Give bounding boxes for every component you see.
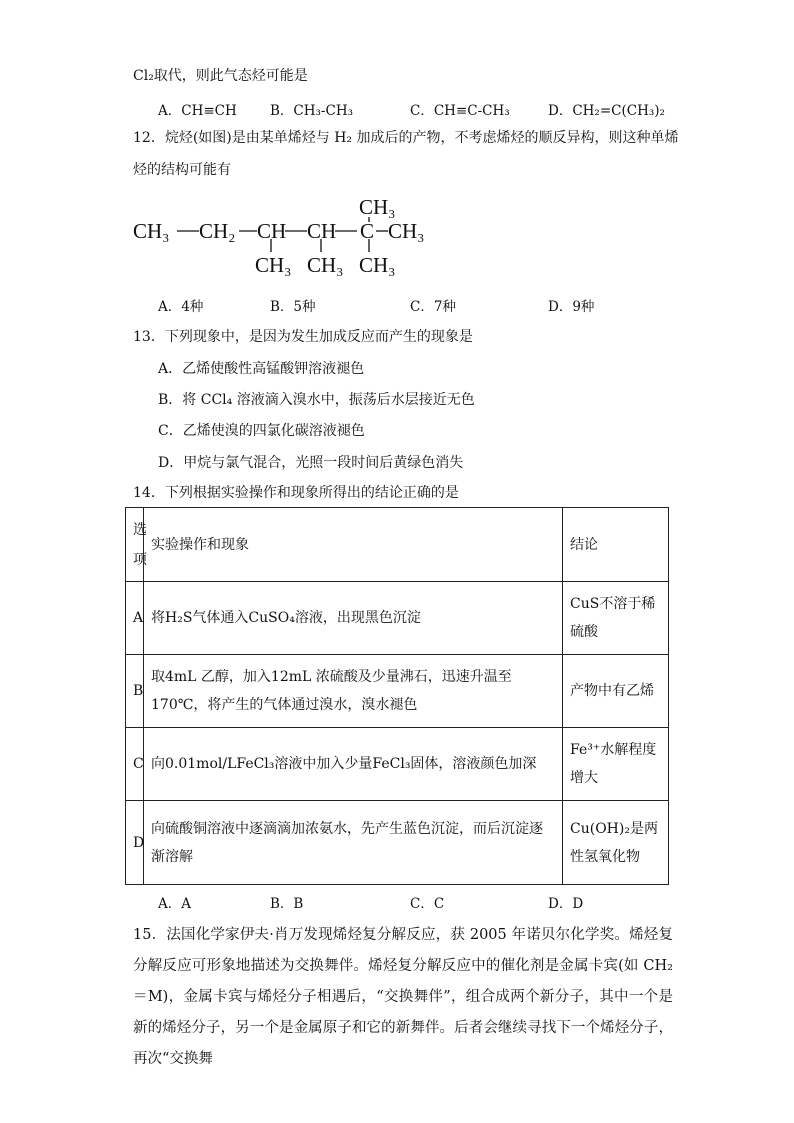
row-option: D <box>126 801 144 885</box>
table-row <box>126 728 669 801</box>
table-header-row <box>126 508 669 582</box>
q11-option-c: C．CH≡C-CH₃ <box>410 103 510 119</box>
q11-option-a: A．CH≡CH <box>158 103 237 119</box>
branch-ch3-ch1: CH₃ <box>255 253 292 277</box>
q12-option-c: C．7种 <box>410 299 456 315</box>
q11-option-d: D．CH₂=C(CH₃)₂ <box>548 103 665 119</box>
branch-ch3-top: CH₃ <box>359 195 396 219</box>
branch-ch3-ch2: CH₃ <box>307 253 344 277</box>
row-operation: 将H₂S气体通入CuSO₄溶液，出现黑色沉淀 <box>144 582 563 655</box>
q12-option-a: A．4种 <box>158 299 204 315</box>
branch-ch3-quaternary: CH₃ <box>359 253 396 277</box>
table-row <box>126 801 669 885</box>
q11-stem-tail: Cl₂取代，则此气态烃可能是 <box>133 68 308 84</box>
q14-table <box>125 507 669 885</box>
q14-option-a: A．A <box>158 896 191 912</box>
chain-ch3-right: CH₃ <box>388 219 425 243</box>
q12-option-d: D．9种 <box>548 299 595 315</box>
header-option: 选项 <box>126 508 144 582</box>
chain-c-quaternary: C <box>360 219 375 243</box>
q14-option-d: D．D <box>548 896 584 912</box>
chain-ch-2: CH <box>307 219 337 243</box>
q12-stem-line1: 12．烷烃(如图)是由某单烯烃与 H₂ 加成后的产物，不考虑烯烃的顺反异构，则这种单烯 <box>133 130 679 146</box>
chain-ch2: CH₂ <box>199 219 236 243</box>
table-row <box>126 582 669 655</box>
q13-option-a: A．乙烯使酸性高锰酸钾溶液褪色 <box>158 361 365 377</box>
chain-ch-1: CH <box>257 219 287 243</box>
q13-option-d: D．甲烷与氯气混合，光照一段时间后黄绿色消失 <box>158 455 464 471</box>
q14-option-b: B．B <box>270 896 304 912</box>
row-option: C <box>126 728 144 801</box>
row-operation: 取4mL 乙醇，加入12mL 浓硫酸及少量沸石，迅速升温至170℃，将产生的气体通过溴水，溴水褪色 <box>144 655 563 728</box>
q14-option-c: C．C <box>410 896 445 912</box>
chain-ch3-left: CH₃ <box>133 219 170 243</box>
q12-option-b: B．5种 <box>270 299 316 315</box>
header-conclusion: 结论 <box>563 508 669 582</box>
q11-option-b: B．CH₃-CH₃ <box>270 103 354 119</box>
row-conclusion: Fe³⁺水解程度增大 <box>563 728 669 801</box>
q13-option-b: B．将 CCl₄ 溶液滴入溴水中，振荡后水层接近无色 <box>158 392 475 408</box>
row-conclusion: CuS不溶于稀硫酸 <box>563 582 669 655</box>
q13-option-c: C．乙烯使溴的四氯化碳溶液褪色 <box>158 423 365 439</box>
header-operation: 实验操作和现象 <box>144 508 563 582</box>
row-operation: 向硫酸铜溶液中逐滴滴加浓氨水，先产生蓝色沉淀，而后沉淀逐渐溶解 <box>144 801 563 885</box>
row-conclusion: 产物中有乙烯 <box>563 655 669 728</box>
row-conclusion: Cu(OH)₂是两性氢氧化物 <box>563 801 669 885</box>
table-row <box>126 655 669 728</box>
q15-paragraph: 15．法国化学家伊夫·肖万发现烯烃复分解反应，获 2005 年诺贝尔化学奖。烯烃复分解反应可形象地描述为交换舞伴。烯烃复分解反应中的催化剂是金属卡宾(如 CH₂＝M)，金属卡宾与烯烃分子相遇后，“交换舞伴”，组合成两个新分子，其中一个是新的烯烃分子，另一个是金属原子和它的新舞伴。后者会继续寻找下一个烯烃分子，再次“交换舞 <box>133 927 673 1067</box>
row-option: B <box>126 655 144 728</box>
q13-stem: 13．下列现象中，是因为发生加成反应而产生的现象是 <box>133 329 473 345</box>
row-operation: 向0.01mol/LFeCl₃溶液中加入少量FeCl₃固体，溶液颜色加深 <box>144 728 563 801</box>
alkane-structure-diagram <box>133 192 453 282</box>
q12-stem-line2: 烃的结构可能有 <box>133 162 231 178</box>
row-option: A <box>126 582 144 655</box>
q14-stem: 14．下列根据实验操作和现象所得出的结论正确的是 <box>133 485 459 501</box>
